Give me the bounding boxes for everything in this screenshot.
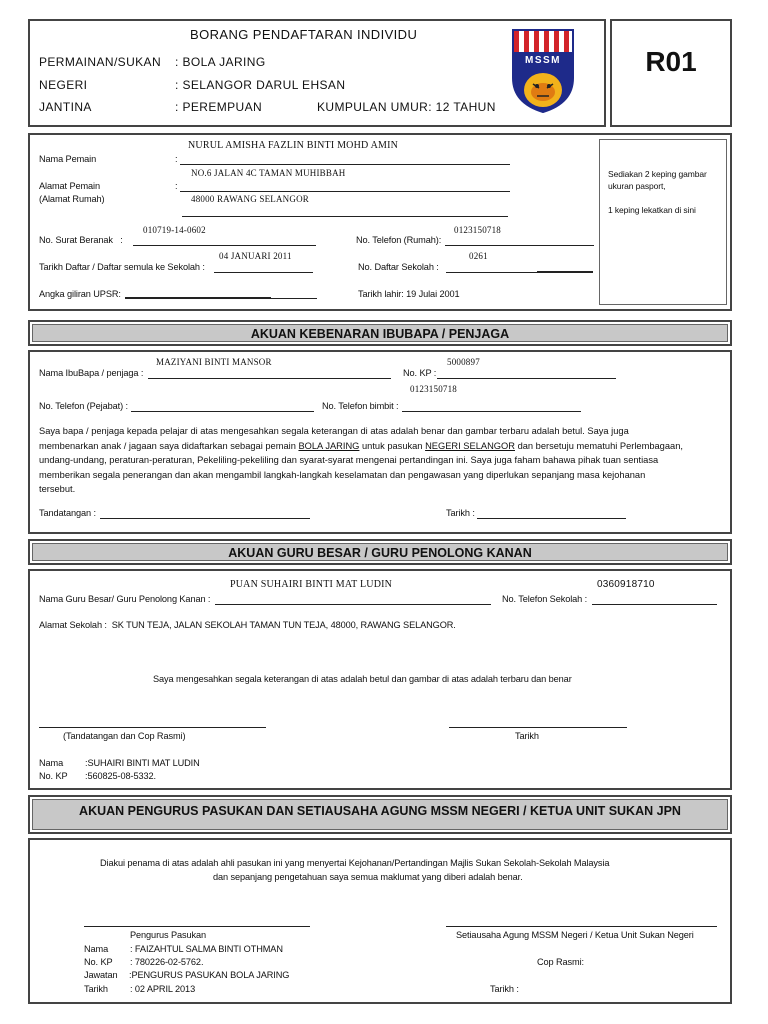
declaration-line-5: tersebut. <box>39 484 76 494</box>
office-phone-line <box>131 411 314 412</box>
parent-section-title: AKUAN KEBENARAN IBUBAPA / PENJAGA <box>32 324 728 342</box>
manager-kp-label: No. KP <box>84 957 113 967</box>
guardian-name-label: Nama IbuBapa / penjaga : <box>39 368 144 378</box>
declared-sport: BOLA JARING <box>298 440 360 451</box>
headmaster-section-title: AKUAN GURU BESAR / GURU PENOLONG KANAN <box>32 543 728 561</box>
manager-caption: Pengurus Pasukan <box>130 930 207 940</box>
register-date-line <box>214 272 313 273</box>
dob-label: Tarikh lahir: 19 Julai 2001 <box>358 289 460 299</box>
dob-value: 19 Julai 2001 <box>406 289 460 299</box>
declaration-line-4: memberikan segala penerangan dan akan mengambil langkah-langkah keselamatan dan pengawasan yang diperlukan sepanjang masa kejohanan <box>39 469 646 480</box>
mobile-line <box>402 411 581 412</box>
headmaster-date-caption: Tarikh <box>515 731 539 741</box>
guardian-name-value: MAZIYANI BINTI MANSOR <box>156 357 272 367</box>
home-phone-value: 0123150718 <box>454 225 501 235</box>
declaration-line-1: Saya bapa / penjaga kepada pelajar di atas mengesahkan segala keterangan di atas adalah benar dan gambar terbaru adalah betul. Saya juga <box>39 426 629 436</box>
office-phone-label: No. Telefon (Pejabat) : <box>39 401 128 411</box>
school-phone-line <box>592 604 717 605</box>
label-state: NEGERI <box>39 78 88 92</box>
declaration-line-2: membenarkan anak / jagaan saya didaftarkan sebagai pemain BOLA JARING untuk pasukan NEGERI SELANGOR dan bersetuju mematuhi Perlembagaan, <box>39 440 683 451</box>
declared-team: NEGERI SELANGOR <box>425 440 515 451</box>
school-phone-value: 0360918710 <box>597 579 655 590</box>
upsr-line-bold <box>125 297 271 299</box>
mssm-logo-text: MSSM <box>525 55 561 66</box>
school-reg-value: 0261 <box>469 251 488 261</box>
player-name-label: Nama Pemain <box>39 154 97 164</box>
register-date-value: 04 JANUARI 2011 <box>219 251 292 261</box>
player-name-colon: : <box>175 154 178 164</box>
guardian-ic-label: No. KP : <box>403 368 437 378</box>
guardian-date-label: Tarikh : <box>446 508 475 518</box>
official-stamp-label: Cop Rasmi: <box>537 957 584 967</box>
player-address-line-2 <box>182 216 508 217</box>
headmaster-nama-value: :SUHAIRI BINTI MAT LUDIN <box>85 758 200 768</box>
headmaster-name-label: Nama Guru Besar/ Guru Penolong Kanan : <box>39 594 211 604</box>
guardian-name-line <box>148 378 391 379</box>
headmaster-name-value: PUAN SUHAIRI BINTI MAT LUDIN <box>230 579 393 590</box>
headmaster-sign-caption: (Tandatangan dan Cop Rasmi) <box>63 731 186 741</box>
headmaster-kp-label: No. KP <box>39 771 68 781</box>
manager-nama-value: : FAIZAHTUL SALMA BINTI OTHMAN <box>130 944 283 954</box>
manager-sign-line <box>84 926 310 927</box>
manager-tarikh-value: : 02 APRIL 2013 <box>130 984 196 994</box>
headmaster-confirm-text: Saya mengesahkan segala keterangan di atas adalah betul dan gambar di atas adalah terbaru dan benar <box>153 674 572 684</box>
guardian-date-line <box>477 518 626 519</box>
home-phone-line <box>445 245 594 246</box>
manager-jawatan-value: :PENGURUS PASUKAN BOLA JARING <box>129 970 290 980</box>
school-reg-line-bold <box>537 271 593 273</box>
value-sport: : BOLA JARING <box>175 55 266 69</box>
birth-cert-value: 010719-14-0602 <box>143 225 206 235</box>
secretary-date-label: Tarikh : <box>490 984 519 994</box>
manager-jawatan-label: Jawatan <box>84 970 118 980</box>
headmaster-section-band <box>28 539 732 565</box>
player-address-2: 48000 RAWANG SELANGOR <box>191 194 309 204</box>
headmaster-date-line <box>449 727 627 728</box>
birth-cert-line <box>133 245 316 246</box>
school-address-value: SK TUN TEJA, JALAN SEKOLAH TAMAN TUN TEJA, 48000, RAWANG SELANGOR. <box>111 620 456 630</box>
player-address-line-1 <box>180 191 510 192</box>
register-date-label: Tarikh Daftar / Daftar semula ke Sekolah : <box>39 262 205 272</box>
label-sport: PERMAINAN/SUKAN <box>39 55 162 69</box>
manager-section-title: AKUAN PENGURUS PASUKAN DAN SETIAUSAHA AGUNG MSSM NEGERI / KETUA UNIT SUKAN JPN <box>79 804 681 818</box>
age-group: KUMPULAN UMUR: 12 TAHUN <box>317 100 496 114</box>
guardian-ic-line <box>437 378 616 379</box>
manager-kp-value: : 780226-02-5762. <box>130 957 204 967</box>
manager-section-inner <box>32 799 728 830</box>
guardian-declaration <box>39 424 729 497</box>
birth-cert-label: No. Surat Beranak : <box>39 235 123 245</box>
headmaster-kp-value: :560825-08-5332. <box>85 771 156 781</box>
player-name-value: NURUL AMISHA FAZLIN BINTI MOHD AMIN <box>188 140 399 151</box>
form-title: BORANG PENDAFTARAN INDIVIDU <box>190 27 418 42</box>
mssm-logo <box>511 28 575 114</box>
photo-note-1: Sediakan 2 keping gambar <box>608 169 707 179</box>
school-reg-label: No. Daftar Sekolah : <box>358 262 439 272</box>
photo-note-2: ukuran pasport, <box>608 181 666 191</box>
photo-box <box>599 139 727 305</box>
manager-tarikh-label: Tarikh <box>84 984 108 994</box>
player-address-label-2: (Alamat Rumah) <box>39 194 105 204</box>
school-address: Alamat Sekolah : SK TUN TEJA, JALAN SEKOLAH TAMAN TUN TEJA, 48000, RAWANG SELANGOR. <box>39 620 456 630</box>
guardian-ic-value: 5000897 <box>447 357 480 367</box>
secretary-caption: Setiausaha Agung MSSM Negeri / Ketua Unit Sukan Negeri <box>456 930 694 940</box>
declaration-line-3: undang-undang, peraturan-peraturan, Pekeliling-pekeliling dan syarat-syarat mengenai pertandingan ini. Saya juga faham bahawa pihak tuan sentiasa <box>39 455 659 465</box>
label-gender: JANTINA <box>39 100 92 114</box>
headmaster-sign-line <box>39 727 266 728</box>
photo-note-3: 1 keping lekatkan di sini <box>608 205 696 215</box>
manager-nama-label: Nama <box>84 944 109 954</box>
secretary-sign-line <box>446 926 717 927</box>
parent-section-band <box>28 320 732 346</box>
manager-statement-2: dan sepanjang pengetahuan saya semua maklumat yang diberi adalah benar. <box>213 872 523 882</box>
value-gender: : PEREMPUAN <box>175 100 263 114</box>
headmaster-nama-label: Nama <box>39 758 64 768</box>
guardian-sign-line <box>100 518 310 519</box>
value-state: : SELANGOR DARUL EHSAN <box>175 78 346 92</box>
upsr-label: Angka giliran UPSR: <box>39 289 121 299</box>
headmaster-name-line <box>215 604 491 605</box>
form-code: R01 <box>645 46 697 77</box>
manager-section-band <box>28 795 732 834</box>
mobile-label: No. Telefon bimbit : <box>322 401 399 411</box>
player-address-1: NO.6 JALAN 4C TAMAN MUHIBBAH <box>191 168 346 178</box>
player-address-colon: : <box>175 181 178 191</box>
player-name-line <box>180 164 510 165</box>
player-address-label: Alamat Pemain <box>39 181 100 191</box>
mobile-value: 0123150718 <box>410 384 457 394</box>
school-phone-label: No. Telefon Sekolah : <box>502 594 588 604</box>
guardian-sign-label: Tandatangan : <box>39 508 96 518</box>
home-phone-label: No. Telefon (Rumah): <box>356 235 442 245</box>
manager-statement-1: Diakui penama di atas adalah ahli pasukan ini yang menyertai Kejohanan/Pertandingan Majlis Sukan Sekolah-Sekolah Malaysia <box>100 858 610 868</box>
